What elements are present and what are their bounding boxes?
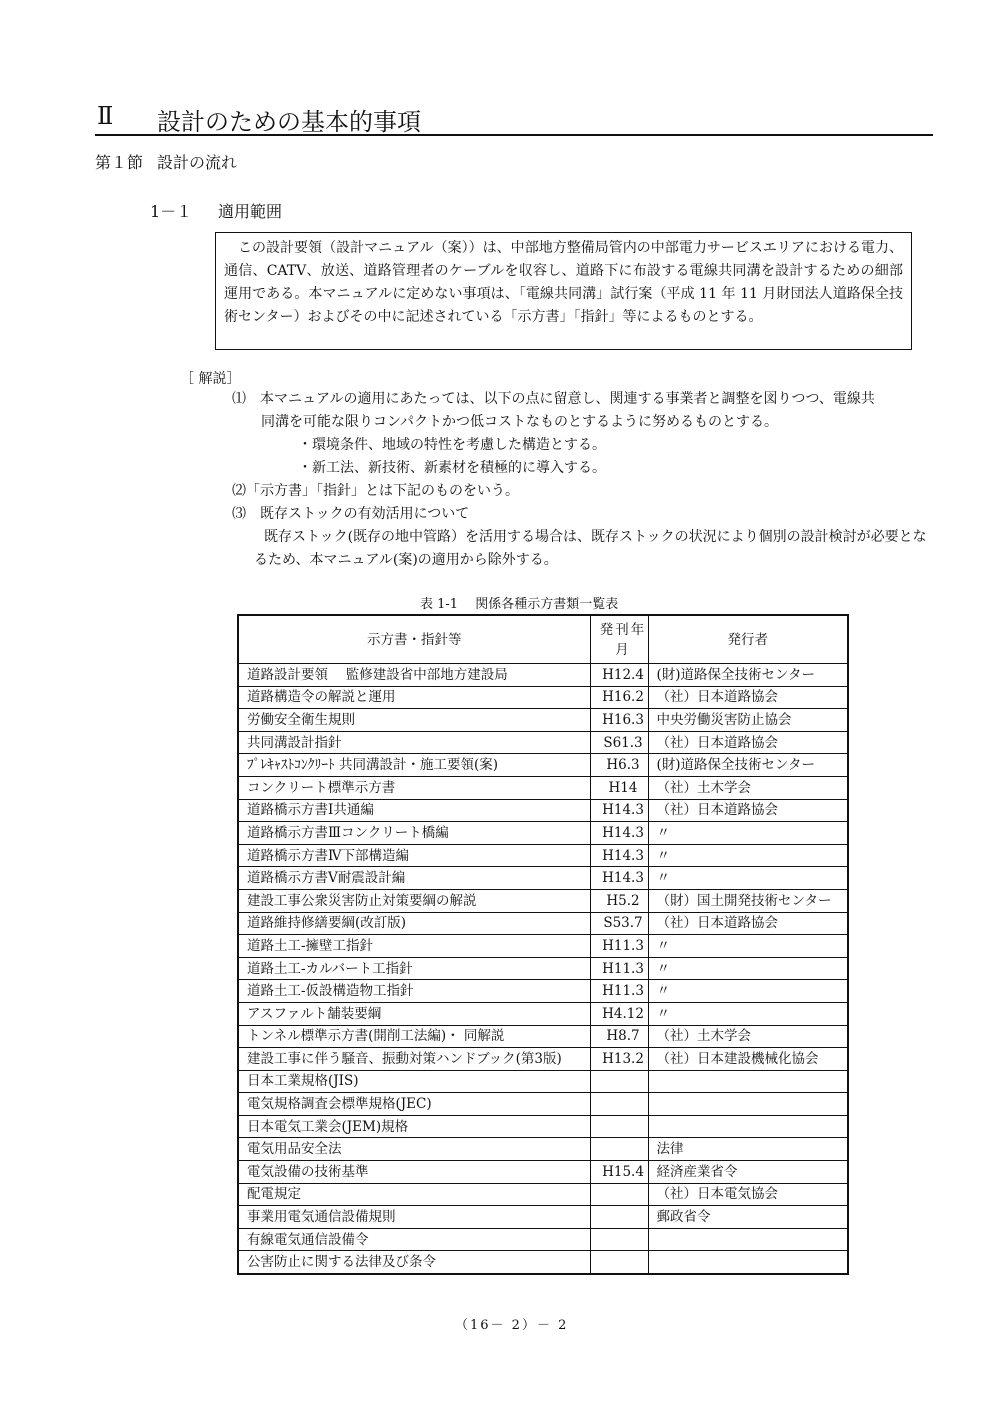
row-name: 道路土工-仮設構造物工指針 bbox=[238, 980, 590, 1003]
table-row bbox=[238, 754, 848, 777]
row-year: H16.2 bbox=[590, 686, 648, 709]
row-publisher bbox=[648, 1093, 848, 1116]
row-name: 労働安全衛生規則 bbox=[238, 709, 590, 732]
table-row bbox=[238, 1161, 848, 1184]
row-name: コンクリート標準示方書 bbox=[238, 776, 590, 799]
row-publisher: （社）日本道路協会 bbox=[648, 912, 848, 935]
row-name: 日本工業規格(JIS) bbox=[238, 1070, 590, 1093]
row-year: H14.3 bbox=[590, 844, 648, 867]
section-title: 設計の流れ bbox=[157, 153, 238, 172]
row-name: 道路橋示方書Ⅲコンクリート橋編 bbox=[238, 822, 590, 845]
table-row bbox=[238, 1025, 848, 1048]
row-name: 道路維持修繕要綱(改訂版) bbox=[238, 912, 590, 935]
row-year bbox=[590, 1070, 648, 1093]
row-year: H11.3 bbox=[590, 935, 648, 958]
chapter-heading bbox=[95, 100, 933, 136]
bullet-2: ・新工法、新技術、新素材を積極的に導入する。 bbox=[298, 460, 606, 476]
row-name: 道路土工-擁壁工指針 bbox=[238, 935, 590, 958]
row-name: 電気設備の技術基準 bbox=[238, 1161, 590, 1184]
row-name: 道路構造令の解説と運用 bbox=[238, 686, 590, 709]
row-publisher: 郵政省令 bbox=[648, 1206, 848, 1229]
row-publisher: 〃 bbox=[648, 935, 848, 958]
table-row bbox=[238, 664, 848, 687]
row-year: H15.4 bbox=[590, 1161, 648, 1184]
subsection-number: 1－１ bbox=[150, 202, 193, 221]
table-row bbox=[238, 686, 848, 709]
table-row bbox=[238, 957, 848, 980]
row-name: 電気用品安全法 bbox=[238, 1138, 590, 1161]
row-name: 道路設計要領 監修建設省中部地方建設局 bbox=[238, 664, 590, 687]
subsection-title: 適用範囲 bbox=[218, 202, 283, 221]
item1-line2: 同溝を可能な限りコンパクトかつ低コストなものとするように努めるものとする。 bbox=[261, 414, 779, 430]
scope-text: この設計要領（設計マニュアル（案））は、中部地方整備局管内の中部電力サービスエリアにおける電力、通信、CATV、放送、道路管理者のケーブルを収容し、道路下に布設する電線共同溝を設計するための細部運用である。本マニュアルに定めない事項は、「電線共同溝」試行案（平成 11 年 11 月財団法人道路保全技術センター）およびその中に記述されている「示方書」「指針」等によるものとする。 bbox=[224, 240, 903, 325]
table-row bbox=[238, 1115, 848, 1138]
row-publisher: 経済産業省令 bbox=[648, 1161, 848, 1184]
table-row bbox=[238, 1093, 848, 1116]
chapter-title: 設計のための基本的事項 bbox=[157, 108, 421, 136]
row-year: H4.12 bbox=[590, 1002, 648, 1025]
commentary-item-3: ⑶ 既存ストックの有効活用について bbox=[232, 506, 470, 522]
table-row bbox=[238, 1183, 848, 1206]
row-publisher: （社）土木学会 bbox=[648, 776, 848, 799]
row-name: トンネル標準示方書(開削工法編)・ 同解説 bbox=[238, 1025, 590, 1048]
row-publisher: 〃 bbox=[648, 822, 848, 845]
table-row bbox=[238, 731, 848, 754]
commentary-item-2: ⑵「示方書」「指針」とは下記のものをいう。 bbox=[232, 483, 519, 499]
table-row bbox=[238, 1138, 848, 1161]
table-row bbox=[238, 1228, 848, 1251]
row-publisher bbox=[648, 1115, 848, 1138]
row-year bbox=[590, 1228, 648, 1251]
scope-box bbox=[215, 232, 912, 350]
bullet-1: ・環境条件、地域の特性を考慮した構造とする。 bbox=[298, 437, 606, 453]
row-name: ﾌﾟﾚｷｬｽﾄｺﾝｸﾘｰﾄ 共同溝設計・施工要領(案) bbox=[238, 754, 590, 777]
page-footer: （16－ 2）－ 2 bbox=[455, 1318, 569, 1333]
row-name: 道路橋示方書Ⅰ共通編 bbox=[238, 799, 590, 822]
row-name: 共同溝設計指針 bbox=[238, 731, 590, 754]
row-publisher: (財)道路保全技術センター bbox=[648, 754, 848, 777]
row-name: 電気規格調査会標準規格(JEC) bbox=[238, 1093, 590, 1116]
row-year: H11.3 bbox=[590, 957, 648, 980]
table-row bbox=[238, 889, 848, 912]
row-name: 道路橋示方書Ⅳ下部構造編 bbox=[238, 844, 590, 867]
row-name: 公害防止に関する法律及び条令 bbox=[238, 1251, 590, 1274]
table-caption: 表 1-1 関係各種示方書類一覧表 bbox=[420, 597, 619, 612]
row-publisher: 中央労働災害防止協会 bbox=[648, 709, 848, 732]
row-publisher: （社）日本道路協会 bbox=[648, 686, 848, 709]
table-row bbox=[238, 1048, 848, 1071]
table-row bbox=[238, 912, 848, 935]
table-row bbox=[238, 799, 848, 822]
row-name: 道路橋示方書Ⅴ耐震設計編 bbox=[238, 867, 590, 890]
row-year: S61.3 bbox=[590, 731, 648, 754]
row-year bbox=[590, 1138, 648, 1161]
row-year: S53.7 bbox=[590, 912, 648, 935]
row-year: H5.2 bbox=[590, 889, 648, 912]
row-name: 事業用電気通信設備規則 bbox=[238, 1206, 590, 1229]
row-publisher: 〃 bbox=[648, 957, 848, 980]
row-name: 道路土工-カルバート工指針 bbox=[238, 957, 590, 980]
row-publisher bbox=[648, 1251, 848, 1274]
item3-body: 既存ストック(既存の地中管路）を活用する場合は、既存ストックの状況により個別の設計検討が必要となるため、本マニュアル(案)の適用から除外する。 bbox=[254, 529, 927, 568]
row-publisher: （財）国土開発技術センター bbox=[648, 889, 848, 912]
header-name: 示方書・指針等 bbox=[238, 615, 590, 664]
row-publisher: （社）土木学会 bbox=[648, 1025, 848, 1048]
header-publisher: 発行者 bbox=[648, 615, 848, 664]
table-row bbox=[238, 1002, 848, 1025]
table-row bbox=[238, 844, 848, 867]
table-row bbox=[238, 867, 848, 890]
row-year: H14.3 bbox=[590, 799, 648, 822]
chapter-number: Ⅱ bbox=[97, 102, 114, 130]
table-row bbox=[238, 1206, 848, 1229]
subsection-heading bbox=[150, 199, 282, 222]
row-year: H8.7 bbox=[590, 1025, 648, 1048]
row-publisher: 法律 bbox=[648, 1138, 848, 1161]
row-year bbox=[590, 1093, 648, 1116]
row-publisher: （社）日本道路協会 bbox=[648, 799, 848, 822]
row-name: アスファルト舗装要綱 bbox=[238, 1002, 590, 1025]
row-name: 有線電気通信設備令 bbox=[238, 1228, 590, 1251]
row-year: H14.3 bbox=[590, 822, 648, 845]
row-year bbox=[590, 1206, 648, 1229]
table-row bbox=[238, 935, 848, 958]
table-row bbox=[238, 822, 848, 845]
row-year: H13.2 bbox=[590, 1048, 648, 1071]
row-name: 建設工事に伴う騒音、振動対策ハンドブック(第3版) bbox=[238, 1048, 590, 1071]
row-publisher: 〃 bbox=[648, 1002, 848, 1025]
standards-table bbox=[237, 614, 849, 1275]
row-year: H14 bbox=[590, 776, 648, 799]
row-year: H14.3 bbox=[590, 867, 648, 890]
table-row bbox=[238, 776, 848, 799]
row-name: 建設工事公衆災害防止対策要綱の解説 bbox=[238, 889, 590, 912]
section-number: 第１節 bbox=[95, 153, 144, 172]
row-year: H16.3 bbox=[590, 709, 648, 732]
header-year: 発刊年月 bbox=[590, 615, 648, 664]
row-year bbox=[590, 1183, 648, 1206]
row-year: H11.3 bbox=[590, 980, 648, 1003]
row-publisher: （社）日本道路協会 bbox=[648, 731, 848, 754]
row-year bbox=[590, 1115, 648, 1138]
row-year: H12.4 bbox=[590, 664, 648, 687]
row-publisher: （社）日本電気協会 bbox=[648, 1183, 848, 1206]
row-publisher: 〃 bbox=[648, 867, 848, 890]
row-publisher bbox=[648, 1228, 848, 1251]
table-row bbox=[238, 1251, 848, 1274]
row-year: H6.3 bbox=[590, 754, 648, 777]
item1-line1: ⑴ 本マニュアルの適用にあたっては、以下の点に留意し、関連する事業者と調整を図りつつ、電線共 bbox=[232, 391, 875, 407]
table-header-row bbox=[238, 615, 848, 664]
row-name: 日本電気工業会(JEM)規格 bbox=[238, 1115, 590, 1138]
row-publisher: 〃 bbox=[648, 980, 848, 1003]
row-publisher: (財)道路保全技術センター bbox=[648, 664, 848, 687]
row-publisher: （社）日本建設機械化協会 bbox=[648, 1048, 848, 1071]
row-year bbox=[590, 1251, 648, 1274]
row-publisher: 〃 bbox=[648, 844, 848, 867]
row-name: 配電規定 bbox=[238, 1183, 590, 1206]
table-row bbox=[238, 709, 848, 732]
table-row bbox=[238, 980, 848, 1003]
commentary-item-1 bbox=[232, 388, 927, 434]
table-row bbox=[238, 1070, 848, 1093]
row-publisher bbox=[648, 1070, 848, 1093]
commentary-heading: ［ 解説］ bbox=[180, 371, 241, 387]
section-heading bbox=[95, 150, 251, 173]
